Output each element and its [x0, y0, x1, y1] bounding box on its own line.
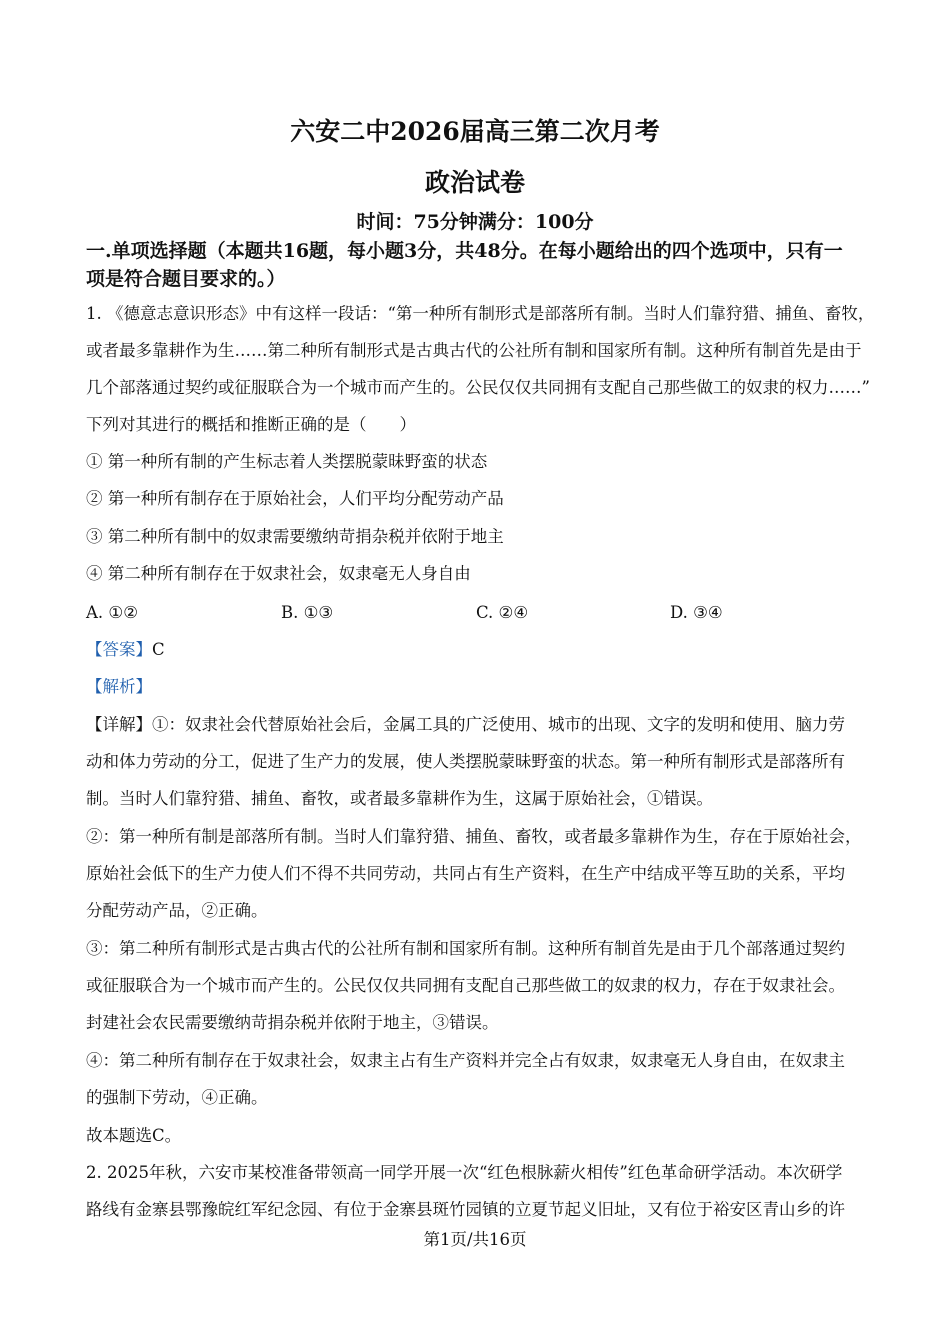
q1-detail-line: 【详解】①：奴隶社会代替原始社会后，金属工具的广泛使用、城市的出现、文字的发明和使用、脑力劳 [86, 715, 845, 734]
q1-detail-line: 原始社会低下的生产力使人们不得不共同劳动，共同占有生产资料，在生产中结成平等互助的关系，平均 [86, 864, 845, 883]
q1-statement: ② 第一种所有制存在于原始社会，人们平均分配劳动产品 [86, 489, 504, 508]
q1-statement: ① 第一种所有制的产生标志着人类摆脱蒙昧野蛮的状态 [86, 452, 488, 471]
exam-subject: 政治试卷 [424, 168, 525, 197]
q2-stem-line: 2. 2025年秋，六安市某校准备带领高一同学开展一次“红色根脉薪火相传”红色革命研学活动。本次研学 [86, 1163, 843, 1182]
q1-stem-line: 下列对其进行的概括和推断正确的是（ ） [86, 415, 416, 434]
q1-stem-line: 1. 《德意志意识形态》中有这样一段话：“第一种所有制形式是部落所有制。当时人们靠狩猎、捕鱼、畜牧， [86, 304, 875, 323]
q1-answer-row [86, 639, 165, 661]
analysis-tag: 【解析】 [86, 677, 152, 696]
section-heading-line-2: 项是符合题目要求的。） [86, 268, 286, 290]
q1-stem-line: 几个部落通过契约或征服联合为一个城市而产生的。公民仅仅共同拥有支配自己那些做工的奴隶的权力……” [86, 378, 870, 397]
answer-value: C [152, 640, 165, 659]
q1-detail-line: ③：第二种所有制形式是古典古代的公社所有制和国家所有制。这种所有制首先是由于几个部落通过契约 [86, 939, 845, 958]
q1-option-d: D. ③④ [670, 603, 723, 622]
q1-option-a: A. ①② [86, 603, 138, 622]
q1-detail-line: 分配劳动产品，②正确。 [86, 901, 268, 920]
q1-detail-line: 封建社会农民需要缴纳苛捐杂税并依附于地主，③错误。 [86, 1013, 499, 1032]
q1-conclusion: 故本题选C。 [86, 1126, 182, 1145]
q1-detail-line: 制。当时人们靠狩猎、捕鱼、畜牧，或者最多靠耕作为生，这属于原始社会，①错误。 [86, 789, 713, 808]
exam-title: 六安二中2026届高三第二次月考 [290, 117, 660, 146]
q1-detail-line: ②：第一种所有制是部落所有制。当时人们靠狩猎、捕鱼、畜牧，或者最多靠耕作为生，存在于原始社会， [86, 827, 862, 846]
section-heading-line-1: 一.单项选择题（本题共16题，每小题3分，共48分。在每小题给出的四个选项中，只有一 [86, 240, 843, 262]
q1-statement: ③ 第二种所有制中的奴隶需要缴纳苛捐杂税并依附于地主 [86, 527, 504, 546]
q1-statement: ④ 第二种所有制存在于奴隶社会，奴隶毫无人身自由 [86, 564, 471, 583]
page-footer: 第1页/共16页 [423, 1230, 527, 1249]
q1-detail-line: ④：第二种所有制存在于奴隶社会，奴隶主占有生产资料并完全占有奴隶，奴隶毫无人身自由，在奴隶主 [86, 1051, 845, 1070]
answer-tag: 【答案】 [86, 640, 152, 659]
q1-detail-line: 动和体力劳动的分工，促进了生产力的发展，使人类摆脱蒙昧野蛮的状态。第一种所有制形式是部落所有 [86, 752, 845, 771]
q1-detail-line: 或征服联合为一个城市而产生的。公民仅仅共同拥有支配自己那些做工的奴隶的权力，存在于奴隶社会。 [86, 976, 845, 995]
q1-stem-line: 或者最多靠耕作为生……第二种所有制形式是古典古代的公社所有制和国家所有制。这种所有制首先是由于 [86, 341, 862, 360]
q1-option-c: C. ②④ [476, 603, 529, 622]
q2-stem-line: 路线有金寨县鄂豫皖红军纪念园、有位于金寨县斑竹园镇的立夏节起义旧址，又有位于裕安区青山乡的许 [86, 1200, 845, 1219]
q1-option-b: B. ①③ [281, 603, 334, 622]
exam-time-score: 时间：75分钟满分：100分 [356, 211, 594, 233]
q1-detail-line: 的强制下劳动，④正确。 [86, 1088, 268, 1107]
